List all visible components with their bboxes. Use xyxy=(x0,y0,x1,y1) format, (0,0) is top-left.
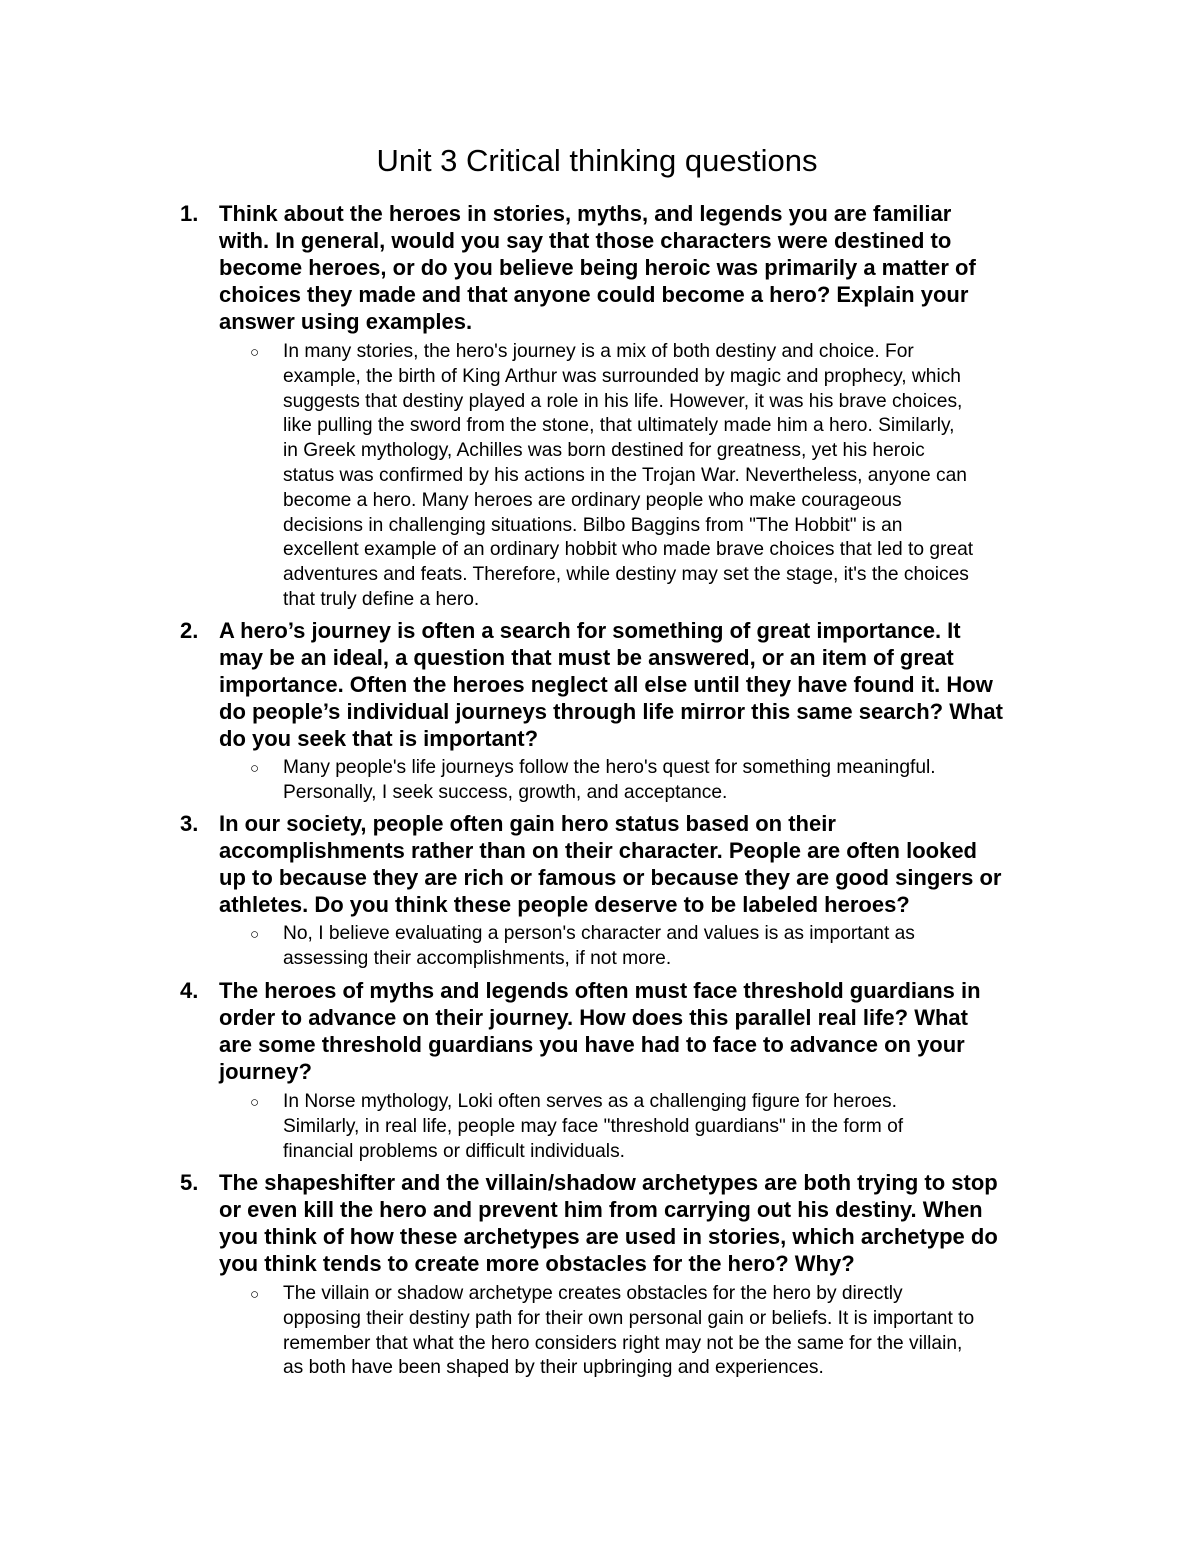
answer-text xyxy=(283,340,1073,613)
answer-line: Personally, I seek success, growth, and acceptance. xyxy=(283,781,728,803)
answer-text xyxy=(283,922,1073,972)
question-line: The shapeshifter and the villain/shadow archetypes are both trying to stop xyxy=(219,1170,998,1195)
answer-line: suggests that destiny played a role in his life. However, it was his brave choices, xyxy=(283,390,963,412)
answer-line: that truly define a hero. xyxy=(283,588,480,610)
question-line: may be an ideal, a question that must be answered, or an item of great xyxy=(219,645,954,670)
answer-line: in Greek mythology, Achilles was born destined for greatness, yet his heroic xyxy=(283,440,925,462)
question-line: Think about the heroes in stories, myths, and legends you are familiar xyxy=(219,201,952,226)
question-text xyxy=(219,810,1069,918)
answer-line: In Norse mythology, Loki often serves as a challenging figure for heroes. xyxy=(283,1091,897,1112)
circle-bullet-icon: ○ xyxy=(250,926,260,943)
question-line: up to because they are rich or famous or because they are good singers or xyxy=(219,865,1002,890)
answer-line: example, the birth of King Arthur was surrounded by magic and prophecy, which xyxy=(283,365,961,387)
answer-text xyxy=(283,756,1073,806)
circle-bullet-icon: ○ xyxy=(250,1094,260,1111)
question-line: importance. Often the heroes neglect all else until they have found it. How xyxy=(219,672,993,697)
circle-bullet-icon: ○ xyxy=(250,1286,260,1303)
question-line: The heroes of myths and legends often must face threshold guardians in xyxy=(219,978,981,1003)
question-line: do you seek that is important? xyxy=(219,726,539,751)
answer-line: as both have been shaped by their upbringing and experiences. xyxy=(283,1357,824,1379)
question-line: accomplishments rather than on their character. People are often looked xyxy=(219,838,977,863)
answer-line: No, I believe evaluating a person's character and values is as important as xyxy=(283,923,915,944)
question-number: 3. xyxy=(180,811,199,836)
question-line: order to advance on their journey. How does this parallel real life? What xyxy=(219,1005,968,1030)
answer-text xyxy=(283,1282,1073,1381)
question-text xyxy=(219,200,1069,335)
question-text xyxy=(219,977,1069,1085)
question-line: journey? xyxy=(219,1059,312,1084)
question-line: with. In general, would you say that those characters were destined to xyxy=(219,228,952,253)
question-line: you think tends to create more obstacles for the hero? Why? xyxy=(219,1251,855,1276)
answer-line: status was confirmed by his actions in the Trojan War. Nevertheless, anyone can xyxy=(283,464,967,486)
answer-line: like pulling the sword from the stone, that ultimately made him a hero. Similarly, xyxy=(283,415,955,437)
question-line: answer using examples. xyxy=(219,309,473,334)
answer-line: The villain or shadow archetype creates obstacles for the hero by directly xyxy=(283,1283,903,1304)
answer-line: opposing their destiny path for their own personal gain or beliefs. It is important to xyxy=(283,1307,975,1329)
question-line: are some threshold guardians you have had to face to advance on your xyxy=(219,1032,965,1057)
question-line: In our society, people often gain hero status based on their xyxy=(219,811,836,836)
question-line: do people’s individual journeys through life mirror this same search? What xyxy=(219,699,1003,724)
question-number: 1. xyxy=(180,201,199,226)
question-number: 4. xyxy=(180,978,199,1003)
question-line: or even kill the hero and prevent him from carrying out his destiny. When xyxy=(219,1197,983,1222)
document-title: Unit 3 Critical thinking questions xyxy=(376,143,818,178)
question-line: athletes. Do you think these people deserve to be labeled heroes? xyxy=(219,892,910,917)
answer-line: excellent example of an ordinary hobbit who made brave choices that led to great xyxy=(283,539,974,561)
answer-line: assessing their accomplishments, if not more. xyxy=(283,947,672,969)
answer-line: financial problems or difficult individuals. xyxy=(283,1140,625,1162)
question-text xyxy=(219,617,1069,752)
answer-line: Similarly, in real life, people may face "threshold guardians" in the form of xyxy=(283,1115,904,1137)
circle-bullet-icon: ○ xyxy=(250,760,260,777)
answer-line: adventures and feats. Therefore, while destiny may set the stage, it's the choices xyxy=(283,564,969,586)
circle-bullet-icon: ○ xyxy=(250,344,260,361)
question-line: you think of how these archetypes are used in stories, which archetype do xyxy=(219,1224,998,1249)
answer-line: In many stories, the hero's journey is a mix of both destiny and choice. For xyxy=(283,341,914,362)
answer-line: become a hero. Many heroes are ordinary people who make courageous xyxy=(283,489,902,511)
question-number: 2. xyxy=(180,618,199,643)
question-line: A hero’s journey is often a search for something of great importance. It xyxy=(219,618,961,643)
answer-line: Many people's life journeys follow the hero's quest for something meaningful. xyxy=(283,757,936,778)
answer-text xyxy=(283,1090,1073,1164)
answer-line: decisions in challenging situations. Bilbo Baggins from "The Hobbit" is an xyxy=(283,514,903,536)
question-text xyxy=(219,1169,1069,1277)
question-line: become heroes, or do you believe being heroic was primarily a matter of xyxy=(219,255,976,280)
answer-line: remember that what the hero considers right may not be the same for the villain, xyxy=(283,1332,963,1354)
question-line: choices they made and that anyone could become a hero? Explain your xyxy=(219,282,969,307)
question-number: 5. xyxy=(180,1170,199,1195)
